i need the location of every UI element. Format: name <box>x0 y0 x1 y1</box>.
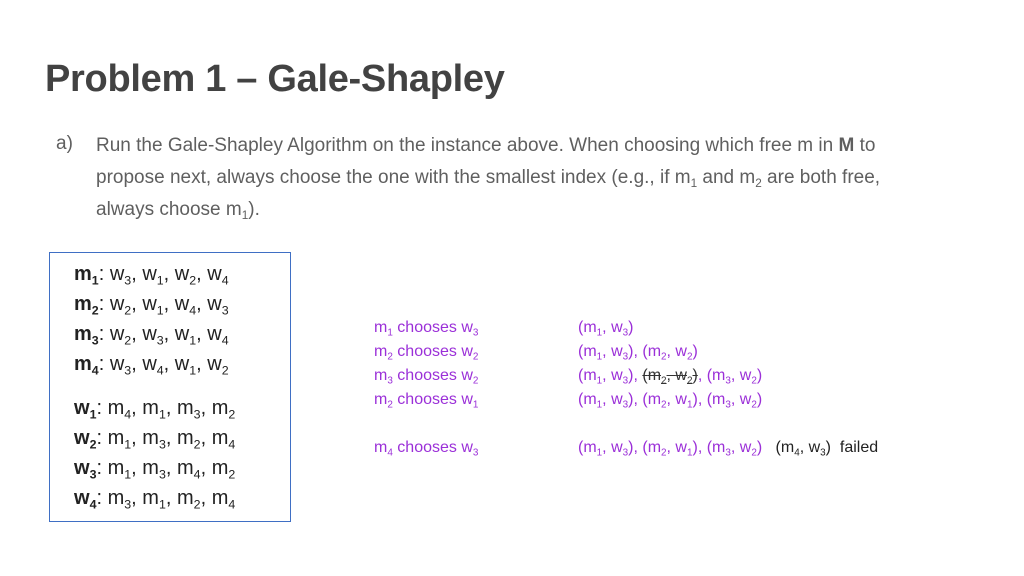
trace-step-proposal: $m_2$ chooses $w_2$ <box>374 343 479 363</box>
failed-proposal: ($m_4$, $w_3$) failed <box>762 439 879 459</box>
preference-list-m3: $m_3$: $w_2$, $w_3$, $w_1$, $w_4$ <box>74 323 229 348</box>
trace-step-proposal: $m_2$ chooses $w_1$ <box>374 391 479 411</box>
trace-step-matching: ($m_1$, $w_3$), ($m_2$, $w_2$), ($m_3$, $w_2$) <box>578 367 763 387</box>
question-label: a) <box>56 133 73 154</box>
preference-list-m2: $m_2$: $w_2$, $w_1$, $w_4$, $w_3$ <box>74 293 229 318</box>
preference-list-w4: $w_4$: $m_3$, $m_1$, $m_2$, $m_4$ <box>74 487 236 512</box>
preference-list-w2: $w_2$: $m_1$, $m_3$, $m_2$, $m_4$ <box>74 427 236 452</box>
trace-step-proposal: $m_1$ chooses $w_3$ <box>374 319 479 339</box>
trace-step-proposal: $m_4$ chooses $w_3$ <box>374 439 479 459</box>
page-title: Problem 1 – Gale-Shapley <box>45 58 505 100</box>
preference-list-m1: $m_1$: $w_3$, $w_1$, $w_2$, $w_4$ <box>74 263 229 288</box>
trace-step-proposal: $m_3$ chooses $w_2$ <box>374 367 479 387</box>
preference-list-w3: $w_3$: $m_1$, $m_3$, $m_4$, $m_2$ <box>74 457 236 482</box>
preference-list-m4: $m_4$: $w_3$, $w_4$, $w_1$, $w_2$ <box>74 353 229 378</box>
trace-step-matching: ($m_1$, $w_3$) <box>578 319 634 339</box>
trace-step-matching: ($m_1$, $w_3$), ($m_2$, $w_2$) <box>578 343 698 363</box>
trace-step-matching: ($m_1$, $w_3$), ($m_2$, $w_1$), ($m_3$, $w_2$) ($m_4$, $w_3$) failed <box>578 439 879 459</box>
question-text: Run the Gale-Shapley Algorithm on the instance above. When choosing which free m in M to propose next, always choose the one with the smallest index (e.g., if $m_1$ and $m_2$ are both free, always choose $m_1$). <box>96 135 881 223</box>
preference-box <box>49 252 291 522</box>
preference-list-w1: $w_1$: $m_4$, $m_1$, $m_3$, $m_2$ <box>74 397 236 422</box>
trace-step-matching: ($m_1$, $w_3$), ($m_2$, $w_1$), ($m_3$, $w_2$) <box>578 391 763 411</box>
